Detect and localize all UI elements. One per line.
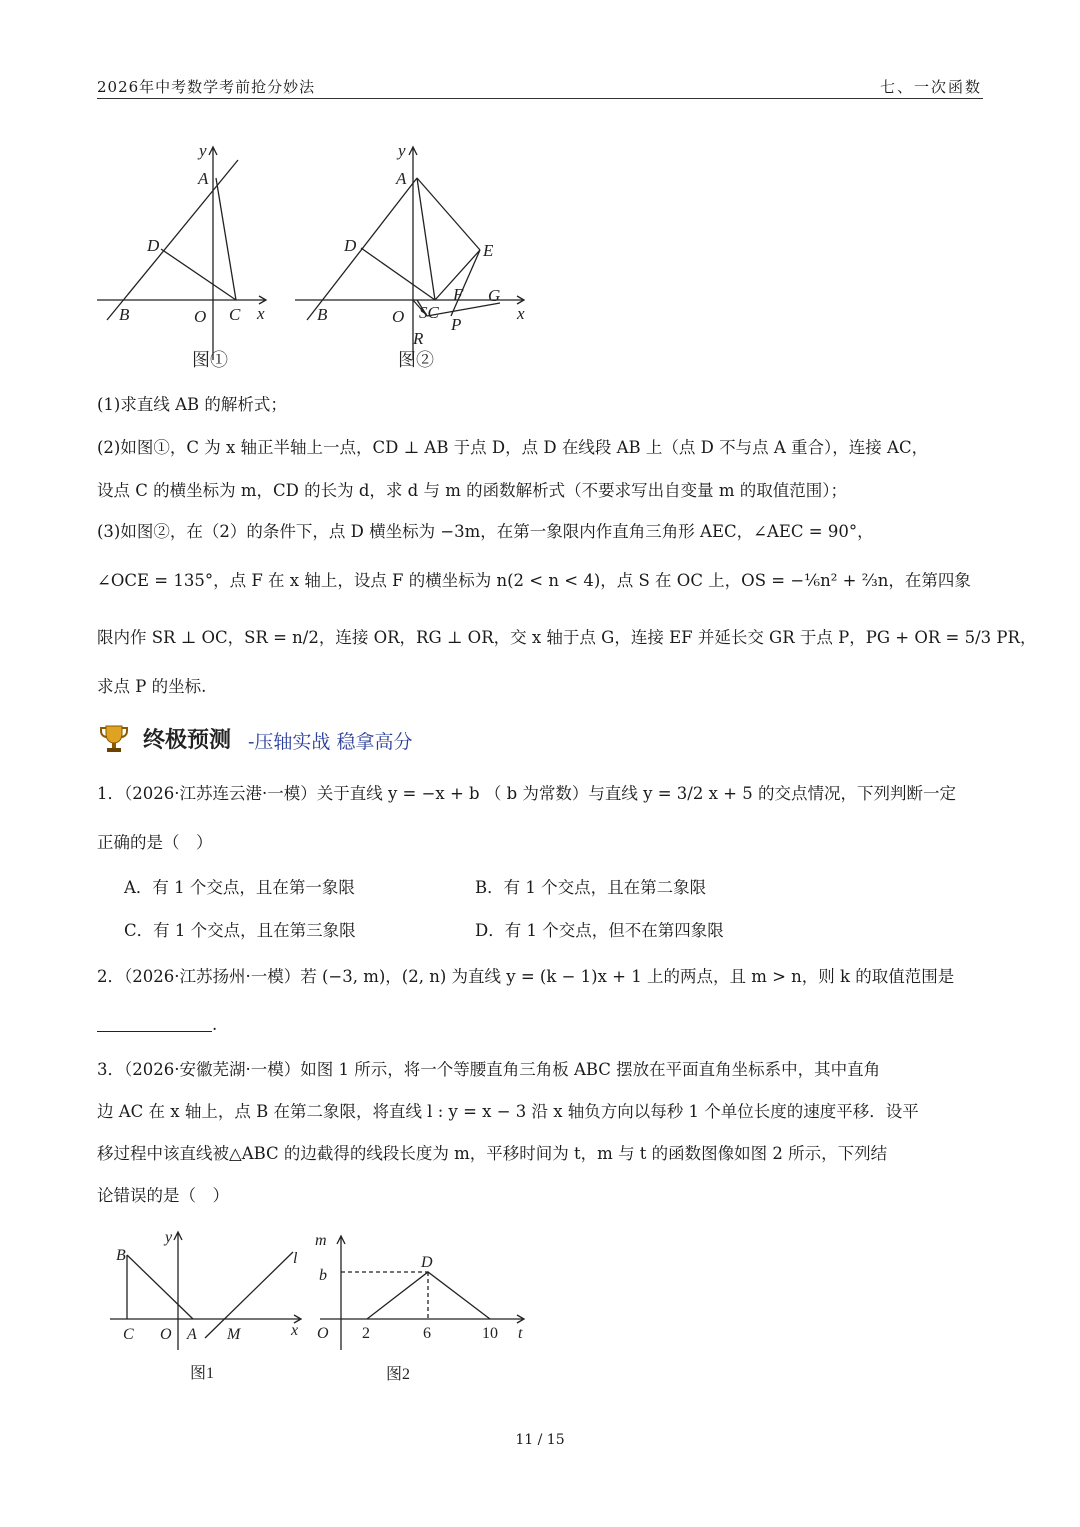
fig-2-caption: 图2: [386, 1366, 411, 1383]
fig1-label-d: D: [147, 236, 160, 255]
fig1-segment-ac: [216, 178, 236, 300]
question-2-period: .: [212, 1015, 218, 1034]
fig1-label-y: y: [199, 141, 207, 160]
question-1-option-d: D．有 1 个交点，但不在第四象限: [475, 921, 724, 940]
header-divider: [97, 98, 983, 99]
trophy-icon: [98, 724, 130, 754]
fig1-label-o: O: [194, 307, 207, 326]
fig2-label-d: D: [344, 236, 357, 255]
problem-part-3-line-4: 求点 P 的坐标.: [97, 677, 207, 696]
question-3-line-3: 移过程中该直线被△ABC 的边截得的线段长度为 m，平移时间为 t，m 与 t 的函数图像如图 2 所示，下列结: [97, 1144, 888, 1163]
fig-2-tick-2: 2: [362, 1325, 370, 1342]
question-1-option-c: C．有 1 个交点，且在第三象限: [124, 921, 356, 940]
question-1-line-2: 正确的是（ ）: [97, 833, 213, 852]
fig-1-label-x: x: [291, 1322, 299, 1339]
section-title: 终极预测: [143, 728, 232, 753]
fig-1-label-a: A: [187, 1326, 197, 1343]
fig2-label-f: F: [453, 285, 464, 304]
question-2-line-1: 2．（2026·江苏扬州·一模）若 (−3, m)，(2, n) 为直线 y = (k − 1)x + 1 上的两点，且 m > n，则 k 的取值范围是: [97, 967, 955, 986]
fig2-label-p: P: [451, 315, 462, 334]
fig-1-label-y: y: [165, 1229, 173, 1246]
fig1-label-c: C: [229, 305, 241, 324]
header-title: 2026年中考数学考前抢分妙法: [97, 78, 316, 96]
fig-2-label-o: O: [317, 1325, 329, 1342]
problem-part-2-line-2: 设点 C 的横坐标为 m，CD 的长为 d，求 d 与 m 的函数解析式（不要求写出自变量 m 的取值范围）；: [97, 481, 847, 500]
problem-part-3-line-2: ∠OCE = 135°，点 F 在 x 轴上，设点 F 的横坐标为 n(2 < n < 4)，点 S 在 OC 上，OS = −⅙n² + ⅔n，在第四象: [97, 571, 971, 590]
fig1-label-b: B: [119, 305, 130, 324]
bottom-figures: [105, 1225, 535, 1385]
fig2-label-b: B: [317, 305, 328, 324]
fig2-label-r: R: [413, 329, 424, 348]
question-3-line-4: 论错误的是（ ）: [97, 1186, 229, 1205]
question-1-option-b: B．有 1 个交点，且在第二象限: [475, 878, 707, 897]
fig-2-label-m: m: [315, 1232, 327, 1249]
fig2-caption: 图②: [398, 350, 434, 370]
fig-1-label-c: C: [123, 1326, 134, 1343]
fig2-label-e: E: [483, 241, 494, 260]
fig1-caption: 图①: [192, 350, 228, 370]
fig2-label-g: G: [488, 286, 501, 305]
question-2-answer-blank: [97, 1031, 212, 1032]
fig-1-line-l: [205, 1252, 293, 1338]
fig1-segment-cd: [161, 249, 236, 300]
fig-1-caption: 图1: [190, 1365, 215, 1382]
fig-2-label-t: t: [518, 1325, 523, 1342]
fig1-line-ab: [107, 160, 238, 320]
fig-1-label-l: l: [293, 1250, 298, 1267]
fig-1-side-ba: [127, 1255, 193, 1319]
fig1-label-x: x: [257, 304, 265, 323]
top-figures: [95, 138, 535, 378]
fig-1-label-b: B: [116, 1247, 126, 1264]
question-1-option-a: A．有 1 个交点，且在第一象限: [124, 878, 355, 897]
problem-part-3-line-3: 限内作 SR ⊥ OC，SR = n/2，连接 OR，RG ⊥ OR，交 x 轴于点 G，连接 EF 并延长交 GR 于点 P，PG + OR = 5/3 PR，: [97, 628, 1037, 647]
fig2-label-o: O: [392, 307, 405, 326]
problem-part-3-line-1: (3)如图②，在（2）的条件下，点 D 横坐标为 −3m，在第一象限内作直角三角形 AEC，∠AEC = 90°，: [97, 522, 874, 541]
header-chapter: 七、一次函数: [879, 78, 982, 96]
fig2-segment-ep: [451, 250, 480, 316]
fig2-label-a: A: [396, 169, 407, 188]
fig-1-label-o: O: [160, 1326, 172, 1343]
page-number: 11 / 15: [515, 1432, 565, 1448]
fig1-label-a: A: [198, 169, 209, 188]
section-subtitle: -压轴实战 稳拿高分: [248, 731, 413, 753]
fig2-label-sc: SC: [419, 303, 439, 322]
fig2-label-x: x: [517, 304, 525, 323]
fig-2-tick-10: 10: [482, 1325, 498, 1342]
fig2-segment-cd: [361, 248, 435, 300]
question-3-line-1: 3．（2026·安徽芜湖·一模）如图 1 所示，将一个等腰直角三角板 ABC 摆放在平面直角坐标系中，其中直角: [97, 1060, 881, 1079]
question-3-line-2: 边 AC 在 x 轴上，点 B 在第二象限，将直线 l : y = x − 3 沿 x 轴负方向以每秒 1 个单位长度的速度平移．设平: [97, 1102, 919, 1121]
fig-2-tick-6: 6: [423, 1325, 431, 1342]
fig2-label-y: y: [398, 141, 406, 160]
fig-2-label-d: D: [421, 1254, 433, 1271]
fig-2-label-b: b: [319, 1267, 327, 1284]
question-1-line-1: 1．（2026·江苏连云港·一模）关于直线 y = −x + b （ b 为常数）与直线 y = 3/2 x + 5 的交点情况，下列判断一定: [97, 784, 956, 803]
fig-1-label-m: M: [227, 1326, 241, 1343]
problem-part-2-line-1: (2)如图①，C 为 x 轴正半轴上一点，CD ⊥ AB 于点 D，点 D 在线段 AB 上（点 D 不与点 A 重合），连接 AC，: [97, 438, 929, 457]
problem-part-1: (1)求直线 AB 的解析式；: [97, 395, 287, 414]
